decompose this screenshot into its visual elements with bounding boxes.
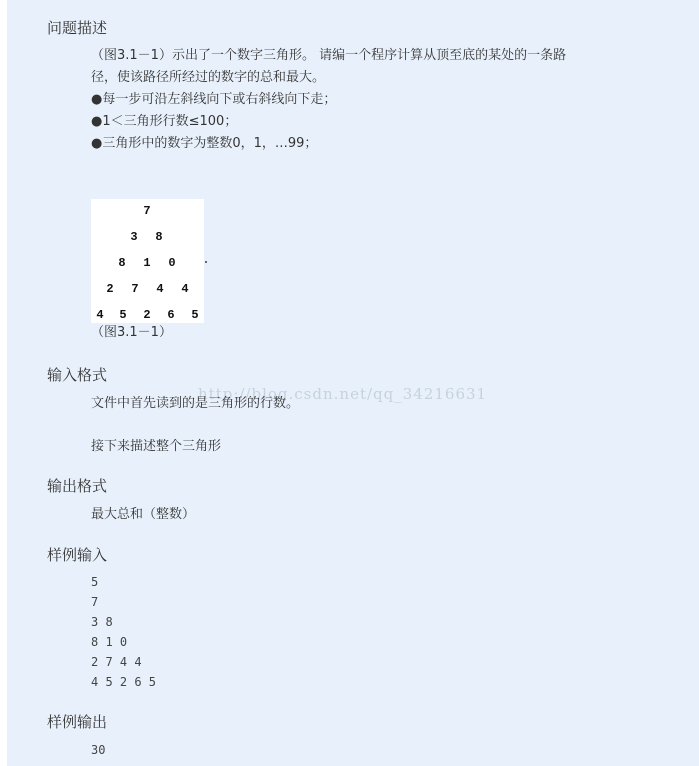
- sample-input-line: 8 1 0: [91, 635, 128, 649]
- figure-caption: （图3.1－1）: [91, 325, 172, 340]
- rule-direction: ●每一步可沿左斜线向下或右斜线向下走；: [91, 92, 337, 107]
- triangle-cell: 4: [156, 282, 164, 296]
- sample-input-line: 3 8: [91, 615, 113, 629]
- triangle-cell: 5: [119, 308, 127, 322]
- triangle-cell: 8: [118, 256, 126, 270]
- triangle-cell: 1: [143, 256, 151, 270]
- input-format-line-2: 接下来描述整个三角形: [91, 439, 222, 454]
- input-format-line-1: 文件中首先读到的是三角形的行数。: [91, 396, 300, 411]
- triangle-cell: 3: [130, 230, 138, 244]
- input-format-heading: 输入格式: [47, 366, 108, 384]
- rule-row-count: ●1＜三角形行数≤100；: [91, 114, 238, 129]
- triangle-cell: 8: [155, 230, 163, 244]
- triangle-cell: 2: [106, 282, 114, 296]
- triangle-cell: 6: [167, 308, 175, 322]
- sample-input-block: [91, 572, 156, 692]
- stray-dot: [205, 261, 207, 263]
- sample-output-heading: 样例输出: [47, 713, 108, 731]
- triangle-cell: 7: [131, 282, 139, 296]
- triangle-cell: 7: [143, 204, 151, 218]
- sample-output-line: 30: [91, 743, 106, 757]
- output-format-heading: 输出格式: [47, 477, 108, 495]
- sample-input-heading: 样例输入: [47, 546, 108, 564]
- sample-input-line: 4 5 2 6 5: [91, 675, 157, 689]
- problem-line-2: 径，使该路径所经过的数字的总和最大。: [91, 70, 326, 85]
- triangle-cell: 0: [168, 256, 176, 270]
- problem-heading: 问题描述: [47, 19, 108, 37]
- sample-input-line: 2 7 4 4: [91, 655, 142, 669]
- triangle-cell: 5: [191, 308, 199, 322]
- sample-output-block: [91, 740, 105, 760]
- rule-number-range: ●三角形中的数字为整数0，1，…99；: [91, 136, 318, 151]
- output-format-line-1: 最大总和（整数）: [91, 507, 196, 522]
- problem-line-1: （图3.1－1）示出了一个数字三角形。 请编一个程序计算从顶至底的某处的一条路: [91, 48, 567, 63]
- watermark-text: http://blog.csdn.net/qq_34216631: [198, 385, 488, 403]
- triangle-cell: 4: [181, 282, 189, 296]
- sample-input-line: 7: [91, 595, 99, 609]
- sample-input-line: 5: [91, 575, 99, 589]
- triangle-cell: 2: [143, 308, 151, 322]
- triangle-cell: 4: [96, 308, 104, 322]
- number-triangle-figure: [91, 199, 204, 323]
